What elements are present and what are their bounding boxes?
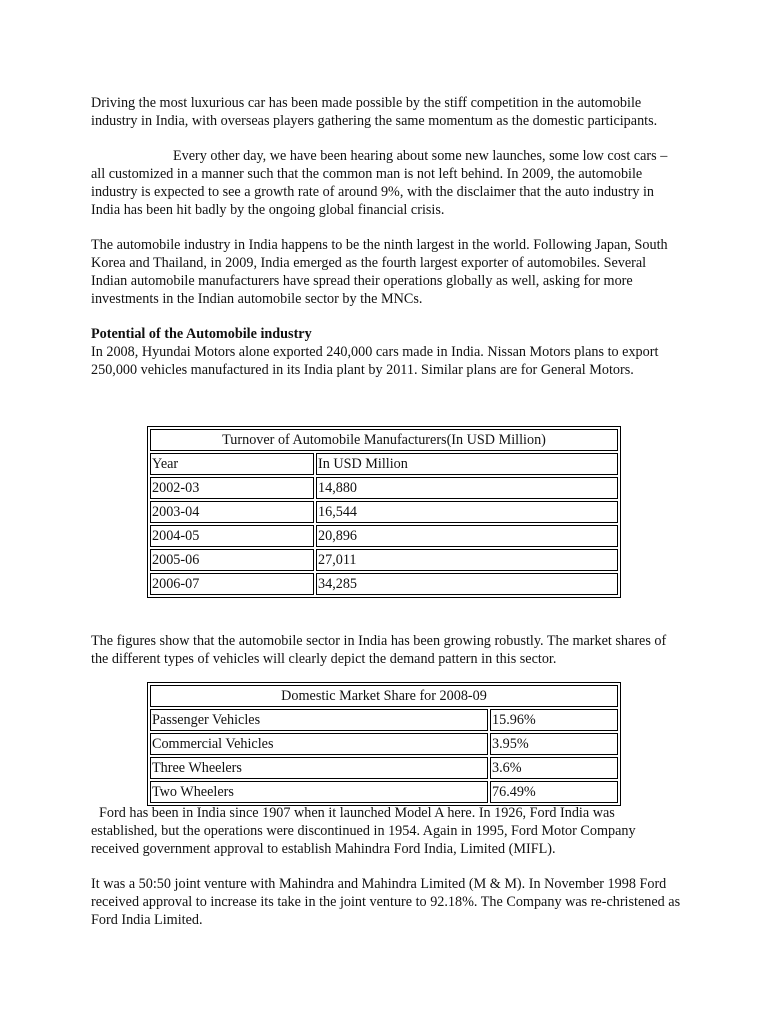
- table-cell-segment: Commercial Vehicles: [150, 733, 488, 755]
- paragraph-exports: In 2008, Hyundai Motors alone exported 240,000 cars made in India. Nissan Motors plans to export 250,000 vehicles manufactured in its India plant by 2011. Similar plans are for General Motors.: [91, 344, 659, 378]
- table-cell-value: 14,880: [316, 477, 618, 499]
- table-cell-value: 16,544: [316, 501, 618, 523]
- table-cell-year: 2004-05: [150, 525, 314, 547]
- table-header-row: [150, 453, 618, 475]
- table-cell-value: 27,011: [316, 549, 618, 571]
- table-row: [150, 525, 618, 547]
- table-row: [150, 757, 618, 779]
- document-body-bottom: [91, 804, 681, 929]
- market-share-table: [147, 682, 621, 806]
- paragraph-growth: The figures show that the automobile sector in India has been growing robustly. The market shares of the different types of vehicles will clearly depict the demand pattern in this sector.: [91, 633, 667, 667]
- table-cell-value: 20,896: [316, 525, 618, 547]
- table-header-cell: Year: [150, 453, 314, 475]
- table-cell-share: 76.49%: [490, 781, 618, 803]
- table-row: [150, 733, 618, 755]
- paragraph-launches: Every other day, we have been hearing about some new launches, some low cost cars – all customized in a manner such that the common man is not left behind. In 2009, the automobile industry is expected to see a growth rate of around 9%, with the disclaimer that the auto industry in India has been hit badly by the ongoing global financial crisis.: [91, 148, 668, 218]
- table-cell-segment: Two Wheelers: [150, 781, 488, 803]
- table-cell-share: 15.96%: [490, 709, 618, 731]
- table-cell-segment: Passenger Vehicles: [150, 709, 488, 731]
- turnover-table-caption: Turnover of Automobile Manufacturers(In USD Million): [150, 429, 618, 451]
- table-row: [150, 549, 618, 571]
- table-header-cell: In USD Million: [316, 453, 618, 475]
- table-cell-year: 2005-06: [150, 549, 314, 571]
- table-row: [150, 573, 618, 595]
- table-cell-value: 34,285: [316, 573, 618, 595]
- document-body-mid: [91, 632, 681, 668]
- paragraph-ford-jv: It was a 50:50 joint venture with Mahindra and Mahindra Limited (M & M). In November 1998 Ford received approval to increase its take in the joint venture to 92.18%. The Company was re-christened as Ford India Limited.: [91, 876, 681, 928]
- document-body: [91, 94, 681, 379]
- table-cell-year: 2003-04: [150, 501, 314, 523]
- table-cell-year: 2002-03: [150, 477, 314, 499]
- market-share-table-caption: Domestic Market Share for 2008-09: [150, 685, 618, 707]
- paragraph-ranking: The automobile industry in India happens to be the ninth largest in the world. Following Japan, South Korea and Thailand, in 2009, India emerged as the fourth largest exporter of automobiles. Several Indian automobile manufacturers have spread their operations globally as well, asking for more investments in the Indian automobile sector by the MNCs.: [91, 237, 668, 307]
- section-heading: Potential of the Automobile industry: [91, 326, 312, 342]
- table-cell-year: 2006-07: [150, 573, 314, 595]
- table-row: [150, 501, 618, 523]
- table-cell-segment: Three Wheelers: [150, 757, 488, 779]
- paragraph-intro: Driving the most luxurious car has been made possible by the stiff competition in the automobile industry in India, with overseas players gathering the same momentum as the domestic participants.: [91, 95, 658, 129]
- table-row: [150, 477, 618, 499]
- table-row: [150, 709, 618, 731]
- table-row: [150, 781, 618, 803]
- table-cell-share: 3.95%: [490, 733, 618, 755]
- paragraph-ford-history: Ford has been in India since 1907 when it launched Model A here. In 1926, Ford India was established, but the operations were discontinued in 1954. Again in 1995, Ford Motor Company received government approval to establish Mahindra Ford India, Limited (MIFL).: [91, 805, 636, 857]
- table-cell-share: 3.6%: [490, 757, 618, 779]
- turnover-table: [147, 426, 621, 598]
